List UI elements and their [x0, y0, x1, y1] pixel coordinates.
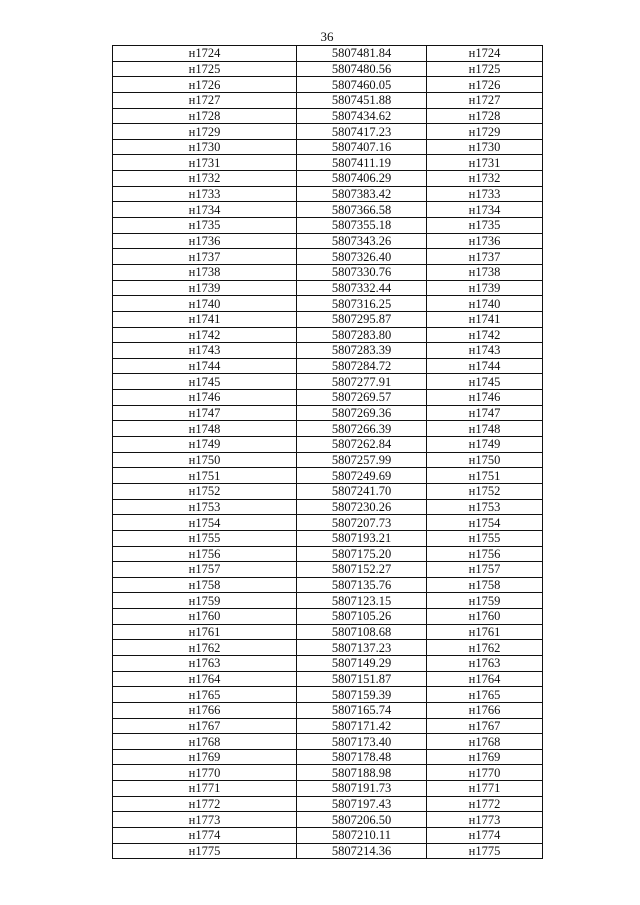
point-id-repeat-cell: н1727 [427, 92, 543, 108]
point-id-repeat-cell: н1729 [427, 124, 543, 140]
table-row [113, 202, 543, 218]
coordinate-cell: 5807207.73 [297, 515, 427, 531]
table-row [113, 343, 543, 359]
point-id-repeat-cell: н1743 [427, 343, 543, 359]
coordinate-cell: 5807343.26 [297, 233, 427, 249]
point-id-cell: н1752 [113, 483, 297, 499]
point-id-repeat-cell: н1745 [427, 374, 543, 390]
point-id-cell: н1753 [113, 499, 297, 515]
point-id-repeat-cell: н1754 [427, 515, 543, 531]
point-id-cell: н1759 [113, 593, 297, 609]
point-id-cell: н1746 [113, 390, 297, 406]
table-row [113, 702, 543, 718]
table-row [113, 421, 543, 437]
table-row [113, 812, 543, 828]
point-id-cell: н1755 [113, 530, 297, 546]
coordinate-cell: 5807137.23 [297, 640, 427, 656]
coordinate-cell: 5807330.76 [297, 264, 427, 280]
coordinates-table [112, 45, 543, 859]
point-id-repeat-cell: н1749 [427, 437, 543, 453]
table-row [113, 437, 543, 453]
point-id-cell: н1767 [113, 718, 297, 734]
point-id-repeat-cell: н1756 [427, 546, 543, 562]
point-id-cell: н1731 [113, 155, 297, 171]
point-id-repeat-cell: н1747 [427, 405, 543, 421]
point-id-repeat-cell: н1744 [427, 358, 543, 374]
table-row [113, 828, 543, 844]
coordinate-cell: 5807159.39 [297, 687, 427, 703]
table-row [113, 327, 543, 343]
coordinate-cell: 5807171.42 [297, 718, 427, 734]
table-row [113, 546, 543, 562]
coordinate-cell: 5807173.40 [297, 734, 427, 750]
coordinate-cell: 5807123.15 [297, 593, 427, 609]
point-id-cell: н1735 [113, 218, 297, 234]
table-row [113, 609, 543, 625]
point-id-repeat-cell: н1766 [427, 702, 543, 718]
point-id-repeat-cell: н1763 [427, 655, 543, 671]
point-id-cell: н1768 [113, 734, 297, 750]
point-id-cell: н1742 [113, 327, 297, 343]
coordinate-cell: 5807481.84 [297, 46, 427, 62]
point-id-repeat-cell: н1755 [427, 530, 543, 546]
table-row [113, 796, 543, 812]
table-row [113, 358, 543, 374]
point-id-repeat-cell: н1757 [427, 562, 543, 578]
table-row [113, 483, 543, 499]
point-id-cell: н1745 [113, 374, 297, 390]
point-id-cell: н1726 [113, 77, 297, 93]
table-row [113, 718, 543, 734]
point-id-repeat-cell: н1753 [427, 499, 543, 515]
table-row [113, 46, 543, 62]
coordinate-cell: 5807480.56 [297, 61, 427, 77]
point-id-cell: н1754 [113, 515, 297, 531]
coordinate-cell: 5807135.76 [297, 577, 427, 593]
point-id-cell: н1730 [113, 139, 297, 155]
point-id-repeat-cell: н1767 [427, 718, 543, 734]
table-row [113, 593, 543, 609]
point-id-cell: н1769 [113, 749, 297, 765]
table-row [113, 311, 543, 327]
coordinate-cell: 5807411.19 [297, 155, 427, 171]
table-row [113, 390, 543, 406]
point-id-cell: н1734 [113, 202, 297, 218]
coordinate-cell: 5807241.70 [297, 483, 427, 499]
coordinate-cell: 5807269.36 [297, 405, 427, 421]
table-row [113, 92, 543, 108]
point-id-cell: н1761 [113, 624, 297, 640]
coordinate-cell: 5807316.25 [297, 296, 427, 312]
coordinate-cell: 5807210.11 [297, 828, 427, 844]
point-id-cell: н1744 [113, 358, 297, 374]
table-row [113, 577, 543, 593]
point-id-repeat-cell: н1758 [427, 577, 543, 593]
point-id-repeat-cell: н1761 [427, 624, 543, 640]
point-id-cell: н1727 [113, 92, 297, 108]
point-id-repeat-cell: н1760 [427, 609, 543, 625]
coordinate-cell: 5807178.48 [297, 749, 427, 765]
point-id-repeat-cell: н1728 [427, 108, 543, 124]
point-id-repeat-cell: н1741 [427, 311, 543, 327]
point-id-repeat-cell: н1725 [427, 61, 543, 77]
table-row [113, 155, 543, 171]
coordinate-cell: 5807105.26 [297, 609, 427, 625]
point-id-cell: н1750 [113, 452, 297, 468]
point-id-repeat-cell: н1774 [427, 828, 543, 844]
point-id-repeat-cell: н1736 [427, 233, 543, 249]
coordinate-cell: 5807355.18 [297, 218, 427, 234]
coordinate-cell: 5807406.29 [297, 171, 427, 187]
point-id-cell: н1775 [113, 843, 297, 859]
coordinate-cell: 5807165.74 [297, 702, 427, 718]
point-id-repeat-cell: н1762 [427, 640, 543, 656]
table-row [113, 452, 543, 468]
table-row [113, 186, 543, 202]
coordinate-cell: 5807257.99 [297, 452, 427, 468]
table-body [113, 46, 543, 859]
point-id-cell: н1757 [113, 562, 297, 578]
point-id-repeat-cell: н1752 [427, 483, 543, 499]
point-id-cell: н1751 [113, 468, 297, 484]
table-row [113, 530, 543, 546]
coordinate-cell: 5807206.50 [297, 812, 427, 828]
coordinate-cell: 5807188.98 [297, 765, 427, 781]
table-row [113, 249, 543, 265]
point-id-repeat-cell: н1737 [427, 249, 543, 265]
point-id-cell: н1772 [113, 796, 297, 812]
point-id-repeat-cell: н1748 [427, 421, 543, 437]
point-id-repeat-cell: н1765 [427, 687, 543, 703]
page-number: 36 [320, 29, 334, 44]
point-id-cell: н1770 [113, 765, 297, 781]
coordinate-cell: 5807191.73 [297, 781, 427, 797]
point-id-cell: н1740 [113, 296, 297, 312]
point-id-cell: н1737 [113, 249, 297, 265]
point-id-cell: н1748 [113, 421, 297, 437]
table-row [113, 218, 543, 234]
point-id-repeat-cell: н1775 [427, 843, 543, 859]
table-row [113, 734, 543, 750]
point-id-cell: н1756 [113, 546, 297, 562]
table-row [113, 124, 543, 140]
table-row [113, 671, 543, 687]
coordinate-cell: 5807434.62 [297, 108, 427, 124]
coordinate-cell: 5807283.80 [297, 327, 427, 343]
table-row [113, 61, 543, 77]
table-row [113, 499, 543, 515]
coordinate-cell: 5807214.36 [297, 843, 427, 859]
table-row [113, 139, 543, 155]
point-id-cell: н1729 [113, 124, 297, 140]
point-id-repeat-cell: н1734 [427, 202, 543, 218]
table-row [113, 515, 543, 531]
table-row [113, 687, 543, 703]
coordinate-cell: 5807407.16 [297, 139, 427, 155]
point-id-cell: н1724 [113, 46, 297, 62]
point-id-cell: н1741 [113, 311, 297, 327]
table-row [113, 765, 543, 781]
coordinate-cell: 5807284.72 [297, 358, 427, 374]
table-row [113, 280, 543, 296]
coordinate-cell: 5807175.20 [297, 546, 427, 562]
point-id-cell: н1771 [113, 781, 297, 797]
point-id-repeat-cell: н1742 [427, 327, 543, 343]
point-id-repeat-cell: н1724 [427, 46, 543, 62]
table-row [113, 640, 543, 656]
point-id-repeat-cell: н1772 [427, 796, 543, 812]
point-id-repeat-cell: н1764 [427, 671, 543, 687]
table-row [113, 468, 543, 484]
point-id-cell: н1747 [113, 405, 297, 421]
coordinate-cell: 5807451.88 [297, 92, 427, 108]
point-id-repeat-cell: н1751 [427, 468, 543, 484]
point-id-repeat-cell: н1773 [427, 812, 543, 828]
coordinate-cell: 5807332.44 [297, 280, 427, 296]
coordinate-cell: 5807417.23 [297, 124, 427, 140]
point-id-repeat-cell: н1731 [427, 155, 543, 171]
point-id-repeat-cell: н1750 [427, 452, 543, 468]
point-id-repeat-cell: н1768 [427, 734, 543, 750]
point-id-cell: н1765 [113, 687, 297, 703]
coordinate-cell: 5807230.26 [297, 499, 427, 515]
table-row [113, 624, 543, 640]
point-id-cell: н1738 [113, 264, 297, 280]
point-id-repeat-cell: н1769 [427, 749, 543, 765]
coordinate-cell: 5807262.84 [297, 437, 427, 453]
point-id-cell: н1763 [113, 655, 297, 671]
point-id-repeat-cell: н1730 [427, 139, 543, 155]
point-id-cell: н1766 [113, 702, 297, 718]
point-id-repeat-cell: н1770 [427, 765, 543, 781]
coordinate-cell: 5807108.68 [297, 624, 427, 640]
point-id-cell: н1725 [113, 61, 297, 77]
point-id-repeat-cell: н1739 [427, 280, 543, 296]
point-id-repeat-cell: н1738 [427, 264, 543, 280]
point-id-cell: н1762 [113, 640, 297, 656]
point-id-cell: н1732 [113, 171, 297, 187]
table-row [113, 77, 543, 93]
table-row [113, 655, 543, 671]
coordinate-cell: 5807152.27 [297, 562, 427, 578]
coordinate-cell: 5807283.39 [297, 343, 427, 359]
point-id-cell: н1749 [113, 437, 297, 453]
coordinate-cell: 5807151.87 [297, 671, 427, 687]
coordinate-cell: 5807269.57 [297, 390, 427, 406]
point-id-repeat-cell: н1735 [427, 218, 543, 234]
point-id-cell: н1774 [113, 828, 297, 844]
coordinate-cell: 5807366.58 [297, 202, 427, 218]
coordinate-cell: 5807266.39 [297, 421, 427, 437]
table-row [113, 749, 543, 765]
table-row [113, 374, 543, 390]
point-id-repeat-cell: н1746 [427, 390, 543, 406]
point-id-repeat-cell: н1740 [427, 296, 543, 312]
point-id-cell: н1743 [113, 343, 297, 359]
coordinate-cell: 5807295.87 [297, 311, 427, 327]
coordinate-cell: 5807460.05 [297, 77, 427, 93]
table-row [113, 171, 543, 187]
coordinate-cell: 5807197.43 [297, 796, 427, 812]
point-id-cell: н1736 [113, 233, 297, 249]
point-id-cell: н1728 [113, 108, 297, 124]
point-id-repeat-cell: н1726 [427, 77, 543, 93]
coordinate-cell: 5807149.29 [297, 655, 427, 671]
point-id-repeat-cell: н1733 [427, 186, 543, 202]
point-id-cell: н1773 [113, 812, 297, 828]
point-id-repeat-cell: н1759 [427, 593, 543, 609]
point-id-repeat-cell: н1771 [427, 781, 543, 797]
table-row [113, 843, 543, 859]
coordinate-cell: 5807277.91 [297, 374, 427, 390]
coordinate-cell: 5807326.40 [297, 249, 427, 265]
table-row [113, 781, 543, 797]
table-row [113, 562, 543, 578]
coordinate-cell: 5807249.69 [297, 468, 427, 484]
point-id-cell: н1733 [113, 186, 297, 202]
table-row [113, 264, 543, 280]
point-id-cell: н1764 [113, 671, 297, 687]
table-row [113, 233, 543, 249]
table-row [113, 108, 543, 124]
coordinate-cell: 5807193.21 [297, 530, 427, 546]
point-id-cell: н1760 [113, 609, 297, 625]
table-row [113, 405, 543, 421]
point-id-cell: н1739 [113, 280, 297, 296]
table-row [113, 296, 543, 312]
coordinate-cell: 5807383.42 [297, 186, 427, 202]
point-id-cell: н1758 [113, 577, 297, 593]
point-id-repeat-cell: н1732 [427, 171, 543, 187]
